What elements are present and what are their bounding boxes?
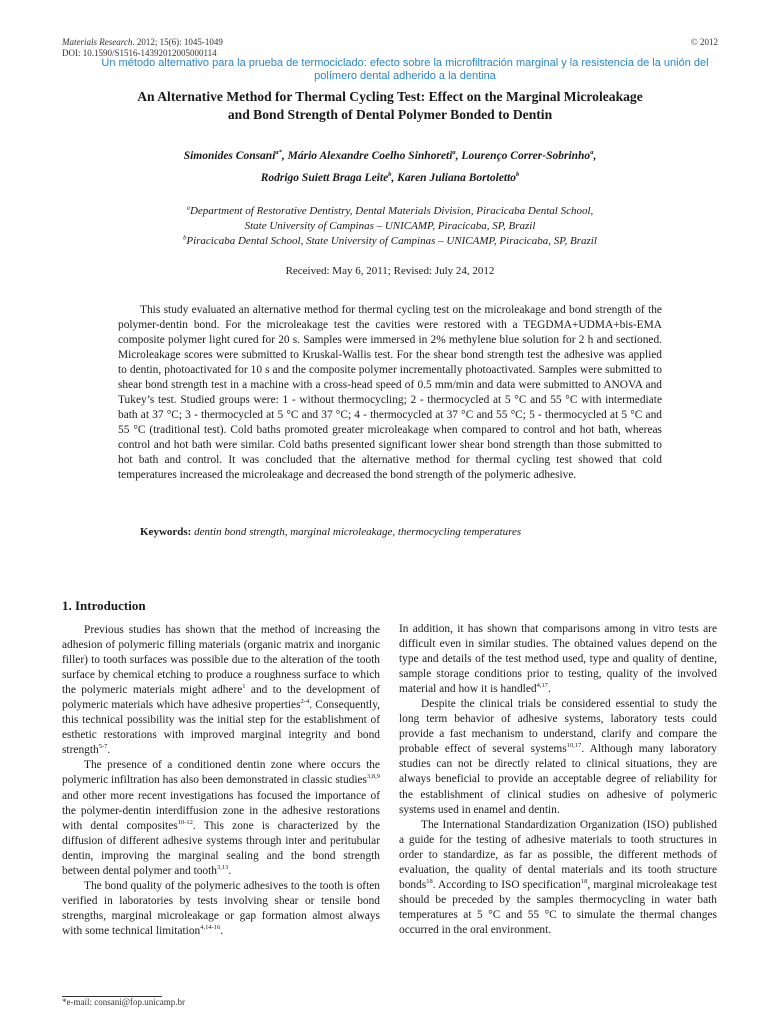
spanish-title: Un método alternativo para la prueba de termociclado: efecto sobre la microfiltración marginal y la resistencia de la unión del polímero dental adherido a la dentina bbox=[101, 57, 709, 82]
copyright: © 2012 bbox=[690, 37, 718, 47]
section-heading bbox=[62, 598, 380, 614]
keywords bbox=[140, 526, 700, 538]
author-sup: b bbox=[516, 171, 520, 179]
author: Karen Juliana Bortoletto bbox=[397, 172, 517, 184]
affil-b-line: Piracicaba Dental School, State University of Campinas – UNICAMP, Piracicaba, SP, Brazil bbox=[186, 235, 597, 247]
left-column bbox=[62, 598, 380, 939]
affil-a-line-2: State University of Campinas – UNICAMP, Piracicaba, SP, Brazil bbox=[244, 220, 536, 232]
journal-name: Materials Research bbox=[62, 37, 133, 47]
paragraph: In addition, it has shown that comparisons among in vitro tests are difficult even in similar studies. The obtained values depend on the type and details of the test method used, type and quality of dentine, sample storage conditions prior to testing, quality of the involved material and how it is handled$^{4,17}$. bbox=[399, 623, 717, 696]
author-list: Simonides Consani$^{a*}$, Mário Alexandre Coelho Sinhoreti$^a$, Lourenço Correr-Sobrinho$^a$, Rodrigo Suiett Braga Leite$^b$, Karen Juliana Bortoletto$^b$ bbox=[183, 149, 597, 184]
author-sup: b bbox=[388, 171, 392, 179]
author: Rodrigo Suiett Braga Leite bbox=[260, 172, 389, 184]
author-sup: a* bbox=[275, 149, 282, 157]
keywords-text: dentin bond strength, marginal microleakage, thermocycling temperatures bbox=[194, 526, 522, 538]
keywords-label: Keywords: bbox=[140, 526, 192, 538]
affil-a-line-1: Department of Restorative Dentistry, Dental Materials Division, Piracicaba Dental School, bbox=[189, 205, 594, 217]
paper-title bbox=[62, 88, 718, 124]
paragraph: The International Standardization Organization (ISO) published a guide for the testing of adhesive materials to tooth structures in order to standardize, as far as possible, the different methods of evaluation, the quality of dental materials and its tooth structure bonds$^{18}$. According to ISO specification$^{18}$, marginal microleakage test should be preceded by the samples thermocycling in water bath temperatures at 5 °C and 55 °C to simulate the thermal changes occurred in the oral environment. bbox=[399, 818, 717, 936]
author: Simonides Consani bbox=[183, 150, 276, 162]
abstract: This study evaluated an alternative method for thermal cycling test on the microleakage and bond strength of the polymer-dentin bond. For the microleakage test the cavities were restored with a TEGDMA+UDMA+bis-EMA composite polymer light cured for 20 s. Samples were immersed in 2% methylene blue solution for 2 h and sectioned. Microleakage scores were submitted to Kruskal-Wallis test. For the shear bond strength test the adhesive was applied to dentin, photoactivated for 10 s and the composite polymer incrementally photoactivated. Samples were submitted to shear bond strength test in a machine with a cross-head speed of 0.5 mm/min and data were submitted to ANOVA and Tukey’s test. Studied groups were: 1 - without thermocycling; 2 - thermocycled at 5 °C and 55 °C with intermediate bath at 37 °C; 3 - thermocycled at 5 °C and 37 °C; 4 - thermocycled at 37 °C and 55 °C; 5 - thermocycled at 5 °C and 55 °C (traditional test). Cold baths promoted greater microleakage when compared to control and hot bath, whereas control and hot bath were similar. Cold baths presented significant lower shear bond strength than those submitted to hot bath and control. It was concluded that the alternative method for thermal cycling test showed that cold temperatures increased the microleakage and decreased the bond strength of the polymeric adhesive. bbox=[118, 304, 662, 481]
title-line-1: An Alternative Method for Thermal Cycling Test: Effect on the Marginal Microleakage bbox=[137, 89, 643, 104]
author: Mário Alexandre Coelho Sinhoreti bbox=[287, 150, 453, 162]
affil-sup: b bbox=[183, 234, 187, 242]
author-sup: a bbox=[590, 149, 594, 157]
title-line-2: and Bond Strength of Dental Polymer Bonded to Dentin bbox=[227, 107, 553, 122]
author-sup: a bbox=[452, 149, 456, 157]
footnote-email: *e-mail: consani@fop.unicamp.br bbox=[62, 997, 186, 1007]
citation: . 2012; 15(6): 1045-1049 bbox=[132, 37, 223, 47]
author: Lourenço Correr-Sobrinho bbox=[461, 150, 591, 162]
doi: DOI: 10.1590/S1516-14392012005000114 bbox=[62, 48, 217, 58]
paragraph: Previous studies has shown that the method of increasing the adhesion of polymeric filling materials (organic matrix and inorganic filler) to tooth surfaces was possible due to the alteration of the tooth surface by chemical etching to produce a roughness surface to which the polymeric materials might adhere$^1$ and to the development of polymeric materials which have adhesive properties$^{2-4}$. Consequently, this technical possibility was the initial step for the establishment of esthetic restorations with improved marginal integrity and bond strength$^{5-7}$. bbox=[62, 624, 380, 757]
paragraph: Despite the clinical trials be considered essential to study the long term behavior of adhesive systems, laboratory tests could provide a fast mechanism to understand, clarify and compare the probable effect of several systems$^{10,17}$. Although many laboratory studies can not be directly related to clinical situations, they are always beneficial to provide an acceptable degree of reliability for the establishment of clinical studies on adhesive of polymeric systems used in enamel and dentin. bbox=[399, 698, 717, 816]
section-number: 1. bbox=[62, 598, 72, 613]
paragraph: The bond quality of the polymeric adhesives to the tooth is often verified in laboratories by tests involving shear or tensile bond strengths, marginal microleakage or gap formation almost always with some technical limitation$^{4,14-16}$. bbox=[62, 879, 380, 937]
affil-sup: a bbox=[186, 204, 190, 212]
section-title: Introduction bbox=[75, 598, 146, 613]
paragraph: The presence of a conditioned dentin zone where occurs the polymeric infiltration has also been demonstrated in classic studies$^{3,8,9}$ and other more recent investigations has focused the importance of the polymer-dentin interdiffusion zone in the adhesive restorations with dental composites$^{10-12}$. This zone is characterized by the diffusion of different adhesive systems through inter and peritubular dentin, improving the marginal sealing and the bond strength between dental polymer and tooth$^{3,13}$. bbox=[62, 759, 380, 877]
running-header bbox=[62, 37, 718, 59]
right-column bbox=[399, 622, 717, 938]
received-dates: Received: May 6, 2011; Revised: July 24, 2012 bbox=[285, 265, 495, 277]
affiliations bbox=[62, 204, 718, 249]
